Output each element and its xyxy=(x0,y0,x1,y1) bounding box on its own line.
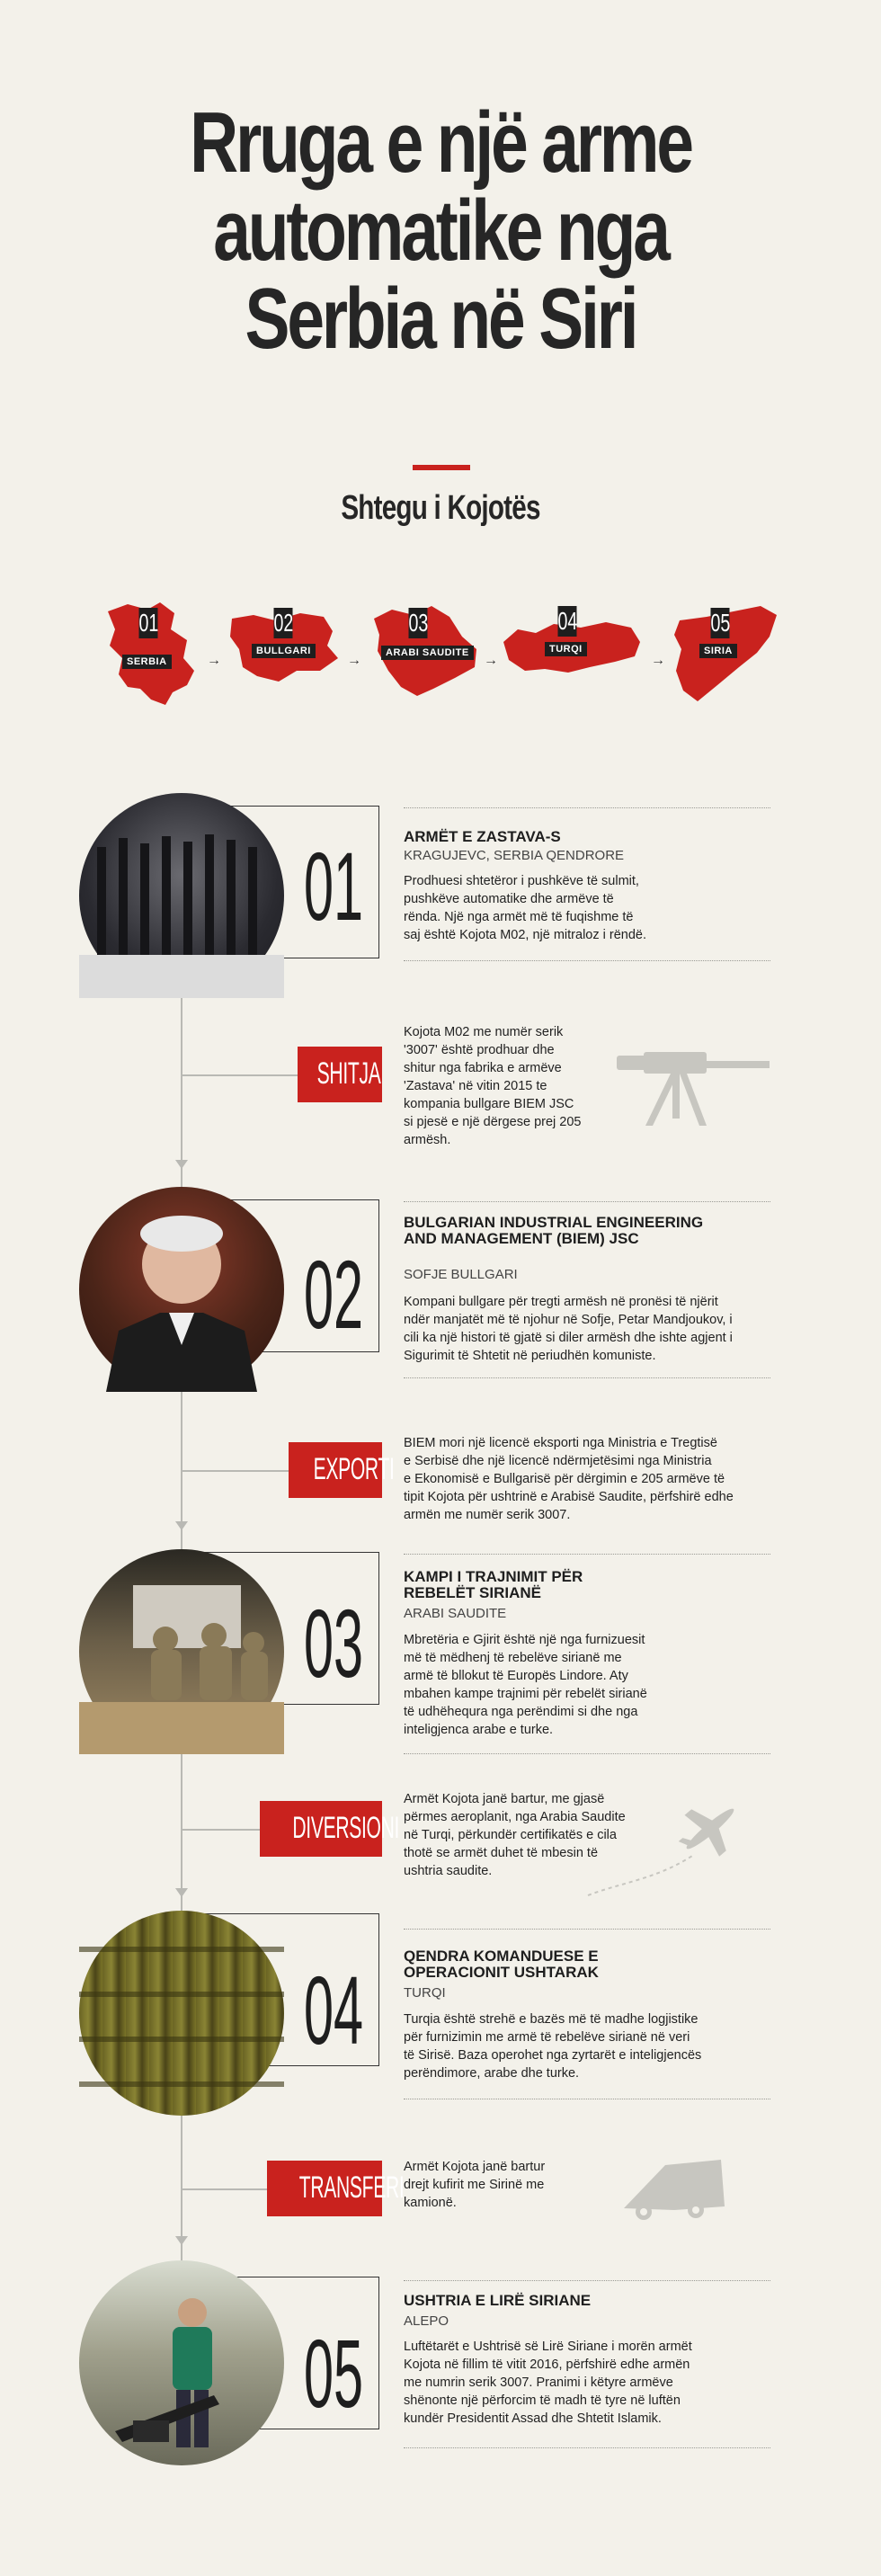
text-line: kompania bullgare BIEM JSC xyxy=(404,1097,574,1111)
text-line: shitur nga fabrika e armëve xyxy=(404,1061,562,1075)
text-line: Turqia është strehë e bazës më të madhe logjistike xyxy=(404,2012,699,2027)
arrow-down-icon xyxy=(175,2236,188,2245)
text-line: për furnizimin me armë të rebelëve sirianë në veri xyxy=(404,2030,690,2045)
text-line: rënda. Një nga armët më të fuqishme të xyxy=(404,910,634,924)
divider xyxy=(404,960,770,961)
tag-diversioni: DIVERSIONI xyxy=(260,1801,382,1857)
step-2-location: SOFJE BULLGARI xyxy=(404,1267,518,1282)
text-line: Prodhuesi shtetëror i pushkëve të sulmit, xyxy=(404,874,639,888)
arrow-down-icon xyxy=(175,1521,188,1530)
text-line: ushtria saudite. xyxy=(404,1864,493,1878)
text-line: drejt kufirit me Sirinë me xyxy=(404,2178,545,2192)
text-line: shënonte një përforcim të madh të tyre në luftën xyxy=(404,2393,681,2408)
route-num-5: 05 xyxy=(710,609,731,637)
text-line: kamionë. xyxy=(404,2196,457,2210)
step-4-title: QENDRA KOMANDUESE E OPERACIONIT USHTARAK xyxy=(404,1948,599,1981)
step-3-text xyxy=(404,1631,772,1739)
country-syria-map xyxy=(671,602,780,705)
step-4-text xyxy=(404,2010,781,2082)
route-label-3: ARABI SAUDITE xyxy=(381,646,474,660)
divider xyxy=(404,1554,770,1555)
route-label-1: SERBIA xyxy=(122,655,172,669)
step-4-number: 04 xyxy=(304,1956,364,2064)
text-line: Kompani bullgare për tregti armësh në pronësi të njërit xyxy=(404,1295,718,1309)
country-serbia-map xyxy=(101,599,200,707)
step-1-location: KRAGUJEVC, SERBIA QENDRORE xyxy=(404,848,625,863)
divider xyxy=(404,1929,770,1930)
step-1-number: 01 xyxy=(304,832,364,940)
route-num-1: 01 xyxy=(138,609,159,637)
step-2-number: 02 xyxy=(304,1240,364,1349)
arrow-right-icon: → xyxy=(651,653,665,668)
route-label-5: SIRIA xyxy=(699,644,737,658)
text-line: të udhëhequra nga perëndimi si dhe nga xyxy=(404,1705,638,1719)
text-line: Armët Kojota janë bartur, me gjasë xyxy=(404,1792,605,1806)
page-title xyxy=(97,94,784,367)
text-line: '3007' është prodhuar dhe xyxy=(404,1043,555,1057)
text-line: thotë se armët duhet të mbesin të xyxy=(404,1846,599,1860)
text-line: Luftëtarët e Ushtrisë së Lirë Siriane i morën armët xyxy=(404,2340,692,2354)
step-2-text xyxy=(404,1293,781,1365)
text-line: Armët Kojota janë bartur xyxy=(404,2160,546,2174)
route-num-3: 03 xyxy=(408,609,429,637)
text-line: perëndimore, arabe dhe turke. xyxy=(404,2066,580,2081)
title-line-3: Serbia në Siri xyxy=(245,271,636,367)
divider xyxy=(404,807,770,808)
tag-exporti: EXPORTI xyxy=(289,1442,382,1498)
divider xyxy=(404,1201,770,1202)
country-saudi-arabia-map xyxy=(369,601,482,698)
text-line: cili ka një histori të gjatë si diler armësh dhe ishte agjent i xyxy=(404,1331,733,1345)
text-line: armën me numër serik 3007. xyxy=(404,1508,571,1522)
text-line: në Turqi, përkundër certifikatës e cila xyxy=(404,1828,617,1842)
text-line: të Sirisë. Baza operohet nga zyrtarët e inteligjencës xyxy=(404,2048,702,2063)
connector xyxy=(182,1470,289,1472)
text-line: saj është Kojota M02, një mitraloz i rëndë. xyxy=(404,928,646,942)
divider xyxy=(404,2447,770,2448)
text-line: me numrin serik 3007. Pranimi i këtyre armëve xyxy=(404,2375,673,2390)
text-line: përmes aeroplanit, nga Arabia Saudite xyxy=(404,1810,626,1824)
shitja-text xyxy=(404,1023,582,1149)
step-1-title: ARMËT E ZASTAVA-S xyxy=(404,828,561,845)
text-line: pushkëve automatike dhe armëve të xyxy=(404,892,614,906)
text-line: kundër Presidentit Assad dhe Shtetit Islamik. xyxy=(404,2411,662,2426)
arrow-right-icon: → xyxy=(347,653,361,668)
step-5-location: ALEPO xyxy=(404,2313,449,2329)
step-5-photo xyxy=(79,2260,284,2465)
transferi-text xyxy=(404,2158,545,2212)
arrow-right-icon: → xyxy=(207,653,221,668)
text-line: më të mëdhenj të rebelëve sirianë me xyxy=(404,1651,622,1665)
truck-icon xyxy=(620,2154,728,2229)
connector xyxy=(182,2188,267,2190)
step-5-text xyxy=(404,2338,781,2428)
step-3-photo xyxy=(79,1549,284,1754)
text-line: ndër manjatët më të njohur në Sofje, Petar Mandjoukov, i xyxy=(404,1313,733,1327)
exporti-text xyxy=(404,1434,734,1524)
text-line: mbahen kampe trajnimi për rebelët sirianë xyxy=(404,1687,647,1701)
arrow-down-icon xyxy=(175,1888,188,1897)
route-num-4: 04 xyxy=(557,607,578,635)
title-divider xyxy=(413,465,470,470)
step-2-title: BULGARIAN INDUSTRIAL ENGINEERING AND MANAGEMENT (BIEM) JSC xyxy=(404,1214,704,1247)
tag-transferi: TRANSFERI xyxy=(267,2161,382,2216)
country-bulgaria-map xyxy=(227,604,343,691)
divider xyxy=(404,1753,770,1754)
text-line: Mbretëria e Gjirit është një nga furnizuesit xyxy=(404,1633,645,1647)
text-line: BIEM mori një licencë eksporti nga Ministria e Tregtisë xyxy=(404,1436,717,1450)
text-line: inteligjenca arabe e turke. xyxy=(404,1723,554,1737)
text-line: Kojota në fillim të vitit 2016, përfshirë edhe armën xyxy=(404,2358,690,2372)
arrow-right-icon: → xyxy=(484,653,498,668)
page-subtitle: Shtegu i Kojotës xyxy=(341,489,540,527)
text-line: Sigurimit të Shtetit në periudhën komuniste. xyxy=(404,1349,656,1363)
text-line: si pjesë e një dërgese prej 205 xyxy=(404,1115,582,1129)
step-1-text xyxy=(404,872,772,944)
connector xyxy=(182,1829,260,1831)
tag-shitja: SHITJA xyxy=(298,1047,382,1102)
step-2-photo xyxy=(79,1187,284,1392)
route-num-2: 02 xyxy=(273,609,294,637)
step-4-photo xyxy=(79,1911,284,2116)
machine-gun-icon xyxy=(617,1043,775,1134)
arrow-down-icon xyxy=(175,1160,188,1169)
text-line: e Serbisë dhe një licencë ndërmjetësimi nga Ministria xyxy=(404,1454,712,1468)
title-line-2: automatike nga xyxy=(213,183,668,279)
text-line: tipit Kojota për ushtrinë e Arabisë Saudite, përfshirë edhe xyxy=(404,1490,734,1504)
divider xyxy=(404,2280,770,2281)
step-5-title: USHTRIA E LIRË SIRIANE xyxy=(404,2292,592,2309)
step-5-number: 05 xyxy=(304,2319,364,2428)
text-line: Kojota M02 me numër serik xyxy=(404,1025,564,1039)
text-line: armë të bllokut të Europës Lindore. Aty xyxy=(404,1669,628,1683)
text-line: 'Zastava' në vitin 2015 te xyxy=(404,1079,547,1093)
step-3-title: KAMPI I TRAJNIMIT PËR REBELËT SIRIANË xyxy=(404,1568,583,1601)
step-1-photo xyxy=(79,793,284,998)
country-turkey-map xyxy=(500,607,644,680)
text-line: e Ekonomisë e Bullgarisë për dërgimin e 205 armëve të xyxy=(404,1472,725,1486)
divider xyxy=(404,1377,770,1378)
title-line-1: Rruga e një arme xyxy=(190,94,691,191)
step-3-location: ARABI SAUDITE xyxy=(404,1606,507,1621)
route-label-2: BULLGARI xyxy=(252,644,316,658)
connector xyxy=(182,1074,298,1076)
route-label-4: TURQI xyxy=(545,642,587,656)
step-4-location: TURQI xyxy=(404,1985,446,2001)
text-line: armësh. xyxy=(404,1133,451,1147)
step-3-number: 03 xyxy=(304,1589,364,1698)
airplane-icon xyxy=(584,1793,755,1905)
